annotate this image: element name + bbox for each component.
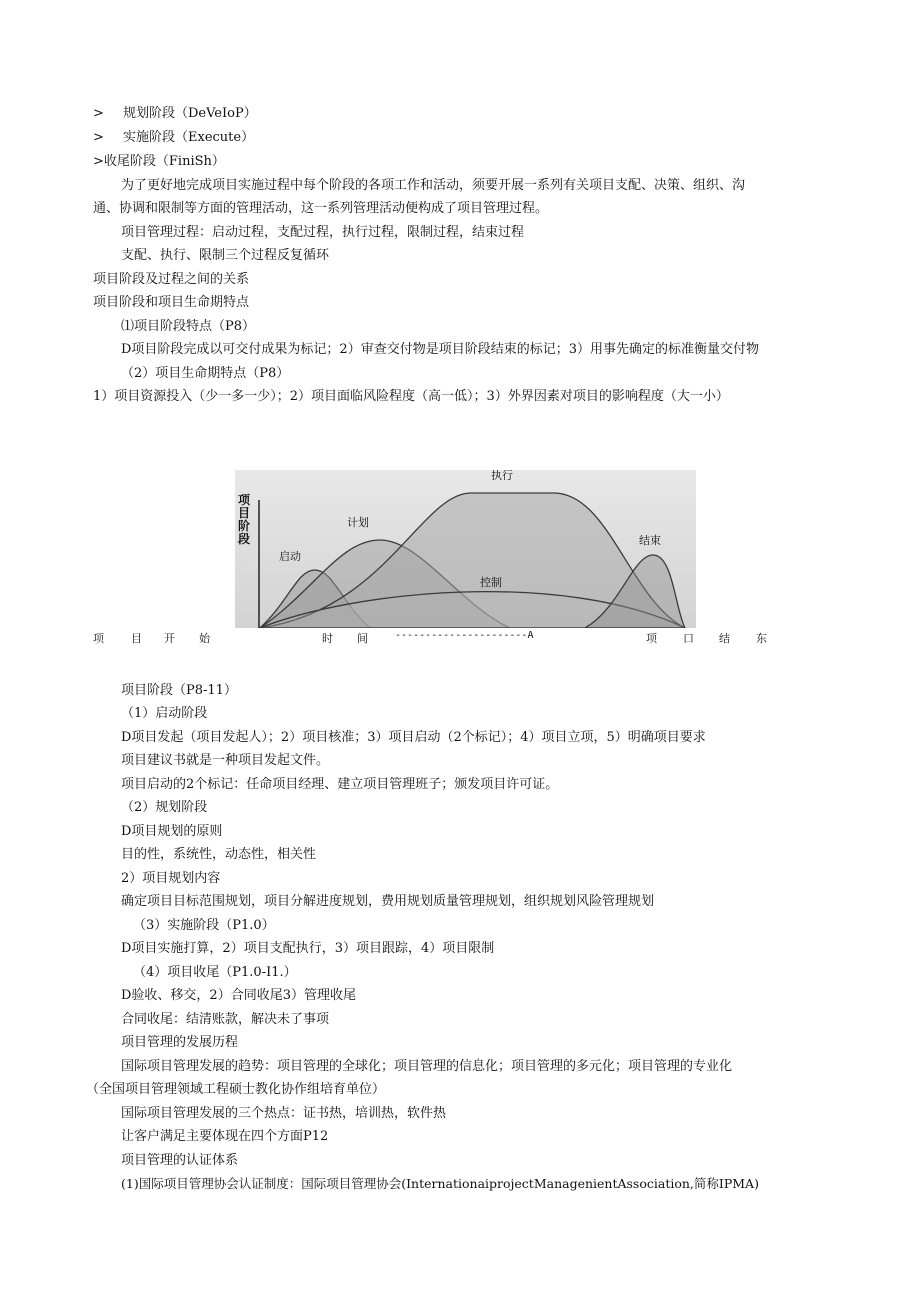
paragraph-line: 让客户满足主要体现在四个方面P12	[121, 1129, 329, 1144]
figure-label-zhixing: 执行	[491, 470, 513, 482]
list-item-text: 实施阶段（Execute）	[123, 130, 255, 145]
paragraph-line: 支配、执行、限制三个过程反复循环	[121, 248, 330, 263]
paragraph-line: 通、协调和限制等方面的管理活动，这一系列管理活动便构成了项目管理过程。	[93, 201, 549, 216]
paragraph-line: 为了更好地完成项目实施过程中每个阶段的各项工作和活动，须要开展一系列有关项目支配、决策、组织、沟	[121, 178, 746, 193]
axis-end-char: 项	[646, 632, 657, 645]
paragraph-line: ⑴项目阶段特点（P8）	[121, 319, 256, 334]
list-item-execute	[93, 130, 254, 146]
section-heading: 项目阶段（P8-11）	[121, 683, 237, 698]
axis-time-char: 间	[357, 632, 368, 645]
list-item-text: 规划阶段（DeVeIoP）	[123, 106, 257, 121]
paragraph-line: 2）项目规划内容	[121, 871, 221, 886]
figure-label-jihua: 计划	[347, 516, 369, 529]
paragraph-line: （1）启动阶段	[121, 706, 208, 721]
bullet-marker: >	[93, 130, 104, 145]
figure-label-qidong: 启动	[279, 550, 301, 563]
section-heading: 项目阶段和项目生命期特点	[93, 295, 250, 310]
paragraph-line: D项目规划的原则	[121, 824, 223, 839]
paragraph-line: （2）项目生命期特点（P8）	[121, 366, 290, 381]
axis-end-char: 东	[756, 632, 767, 645]
paragraph-line: （4）项目收尾（P1.0-I1.）	[133, 965, 297, 980]
paragraph-line: D验收、移交，2）合同收尾3）管理收尾	[121, 988, 356, 1003]
bullet-marker: >	[93, 106, 104, 121]
paragraph-line: D项目阶段完成以可交付成果为标记；2）审查交付物是项目阶段结束的标记；3）用事先确定的标准衡量交付物	[121, 342, 759, 357]
axis-start-char: 目	[131, 632, 142, 645]
section-heading: 项目管理的认证体系	[121, 1153, 239, 1168]
paragraph-line: 目的性，系统性，动态性，相关性	[121, 847, 317, 862]
paragraph-line: 项目建议书就是一种项目发起文件。	[121, 753, 330, 768]
paragraph-line: （全国项目管理领域工程硕士教化协作组培育单位）	[86, 1082, 386, 1097]
axis-arrow: ----------------------A	[395, 630, 534, 641]
figure-label-jieshu: 结束	[639, 534, 661, 547]
list-item-finish: >收尾阶段（FiniSh）	[93, 154, 225, 169]
paragraph-line: D项目发起（项目发起人）；2）项目核准；3）项目启动（2个标记）；4）项目立项，5）明确项目要求	[121, 730, 706, 745]
figure-y-label: 项目阶段	[238, 493, 251, 546]
paragraph-line: （2）规划阶段	[121, 800, 208, 815]
axis-end-char: 结	[719, 632, 730, 645]
axis-start-char: 始	[199, 632, 210, 645]
figure-axis-caption	[0, 630, 920, 646]
paragraph-line: （3）实施阶段（P1.0）	[133, 918, 275, 933]
phase-curves-graphic	[235, 470, 696, 628]
axis-start-char: 项	[93, 632, 104, 645]
paragraph-line: (1)国际项目管理协会认证制度：国际项目管理协会(InternationaiprojectManagenientAssociation,简称IPMA)	[121, 1176, 759, 1191]
paragraph-line: 项目管理过程：启动过程，支配过程，执行过程，限制过程，结束过程	[121, 225, 525, 240]
section-heading: 项目阶段及过程之间的关系	[93, 272, 250, 287]
figure-label-kongzhi: 控制	[480, 576, 502, 589]
list-item-planning	[93, 106, 257, 122]
paragraph-line: 国际项目管理发展的三个热点：证书热，培训热，软件热	[121, 1106, 447, 1121]
paragraph-line: 国际项目管理发展的趋势：项目管理的全球化；项目管理的信息化；项目管理的多元化；项目管理的专业化	[121, 1059, 733, 1074]
project-phase-figure	[235, 470, 696, 628]
axis-start-char: 开	[164, 632, 175, 645]
paragraph-line: 合同收尾：结清账款，解决未了事项	[121, 1012, 330, 1027]
section-heading: 项目管理的发展历程	[121, 1035, 239, 1050]
paragraph-line: D项目实施打算，2）项目支配执行，3）项目跟踪，4）项目限制	[121, 941, 495, 956]
paragraph-line: 确定项目目标范围规划，项目分解进度规划，费用规划质量管理规划，组织规划风险管理规划	[121, 894, 655, 909]
axis-time-char: 时	[322, 632, 333, 645]
paragraph-line: 项目启动的2个标记：任命项目经理、建立项目管理班子；颁发项目许可证。	[121, 777, 559, 792]
paragraph-line: 1）项目资源投入（少一多一少）；2）项目面临风险程度（高一低）；3）外界因素对项目的影响程度（大一小）	[93, 389, 729, 404]
axis-end-char: 口	[683, 632, 694, 645]
